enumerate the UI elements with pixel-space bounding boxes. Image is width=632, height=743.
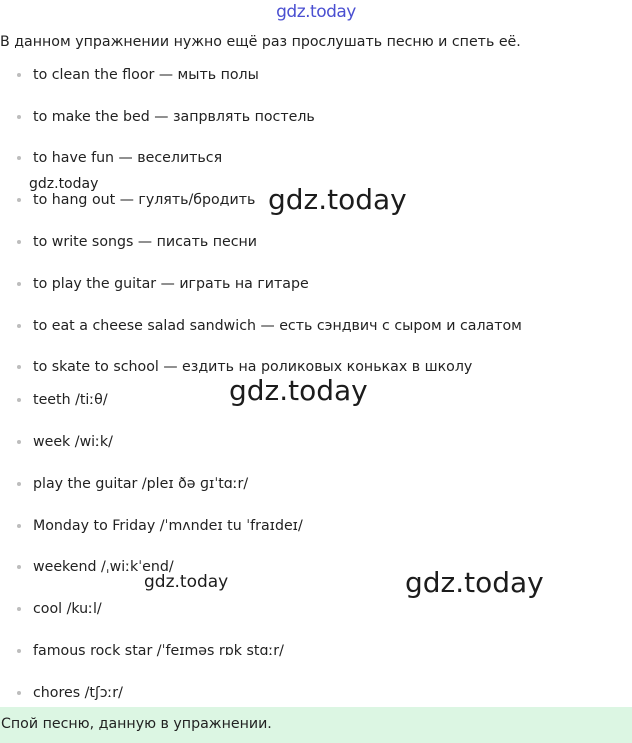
bullet-icon (17, 398, 21, 402)
bullet-icon (17, 115, 21, 119)
list-item-text: to hang out — гулять/бродить (33, 192, 256, 208)
list-item-text: Monday to Friday /ˈmʌndeɪ tu ˈfraɪdeɪ/ (33, 518, 303, 534)
watermark: gdz.today (29, 176, 99, 192)
list-item (0, 274, 632, 296)
list-item (0, 599, 632, 621)
bullet-icon (17, 240, 21, 244)
list-item (0, 683, 632, 705)
list-item (0, 516, 632, 538)
list-item (0, 65, 632, 87)
bullet-icon (17, 482, 21, 486)
list-item (0, 316, 632, 338)
list-item (0, 232, 632, 254)
bullet-icon (17, 440, 21, 444)
list-item (0, 474, 632, 496)
list-item-text: to write songs — писать песни (33, 234, 258, 250)
list-item-text: to have fun — веселиться (33, 150, 223, 166)
bullet-icon (17, 649, 21, 653)
list-item-text: teeth /tiːθ/ (33, 392, 108, 408)
watermark: gdz.today (268, 183, 407, 216)
task-footer (0, 707, 632, 743)
list-item-text: cool /kuːl/ (33, 601, 102, 617)
list-item-text: play the guitar /pleɪ ðə ɡɪˈtɑːr/ (33, 476, 249, 492)
footer-text: Спой песню, данную в упражнении. (1, 716, 272, 732)
bullet-icon (17, 365, 21, 369)
list-item-text: week /wiːk/ (33, 434, 113, 450)
bullet-icon (17, 524, 21, 528)
intro-text: В данном упражнении нужно ещё раз прослушать песню и спеть её. (0, 34, 521, 50)
watermark: gdz.today (144, 572, 229, 592)
list-item-text: chores /tʃɔːr/ (33, 685, 123, 701)
list-item-text: to make the bed — запрвлять постель (33, 109, 315, 125)
bullet-icon (17, 156, 21, 160)
list-item-text: to eat a cheese salad sandwich — есть сэндвич с сыром и салатом (33, 318, 522, 334)
list-item-text: weekend /ˌwiːkˈend/ (33, 559, 174, 575)
list-item (0, 432, 632, 454)
bullet-icon (17, 282, 21, 286)
bullet-icon (17, 324, 21, 328)
site-logo: gdz.today (276, 2, 356, 22)
bullet-icon (17, 565, 21, 569)
list-item-text: to skate to school — ездить на роликовых коньках в школу (33, 359, 473, 375)
bullet-icon (17, 691, 21, 695)
list-item (0, 641, 632, 663)
watermark: gdz.today (405, 566, 544, 599)
list-item-text: famous rock star /ˈfeɪməs rɒk stɑːr/ (33, 643, 284, 659)
list-item (0, 107, 632, 129)
bullet-icon (17, 73, 21, 77)
bullet-icon (17, 607, 21, 611)
bullet-icon (17, 198, 21, 202)
list-item-text: to clean the floor — мыть полы (33, 67, 259, 83)
list-item-text: to play the guitar — играть на гитаре (33, 276, 309, 292)
list-item (0, 148, 632, 170)
watermark: gdz.today (229, 374, 368, 407)
